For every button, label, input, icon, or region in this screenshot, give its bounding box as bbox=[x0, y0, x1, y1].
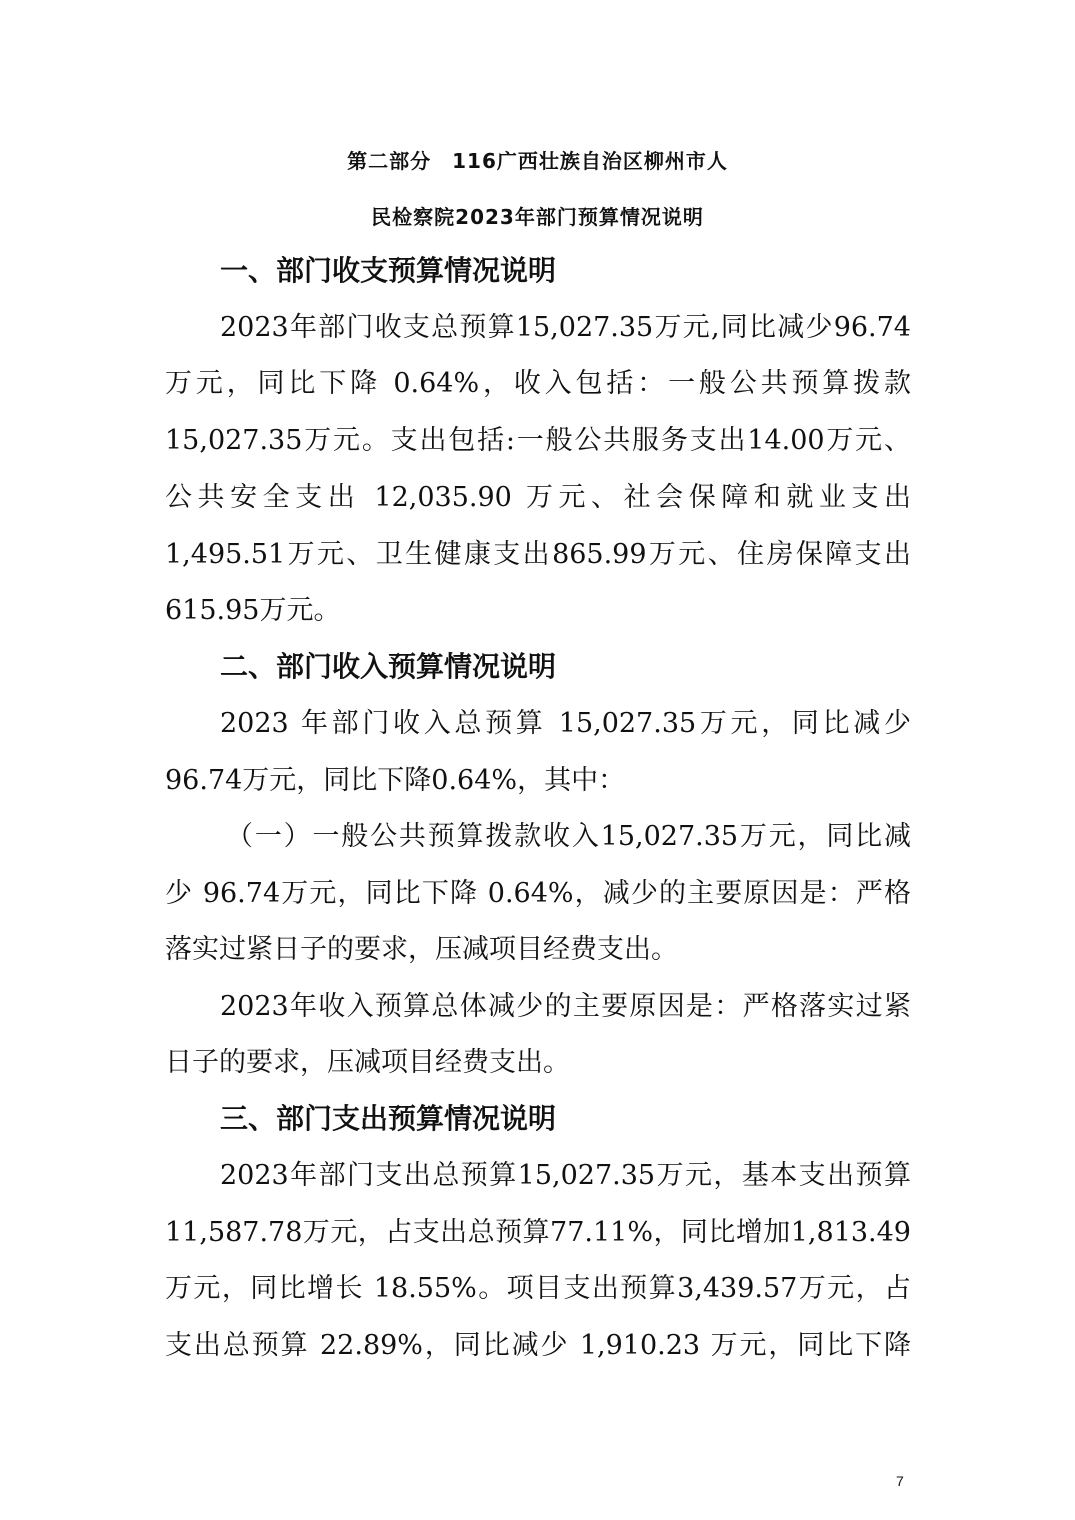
paragraph-line: 万元，同比下降 0.64%，收入包括：一般公共预算拨款 bbox=[165, 368, 911, 399]
page-title-line-1: 第二部分 116广西壮族自治区柳州市人 bbox=[347, 149, 728, 173]
paragraph-line: 2023 年部门收入总预算 15,027.35万元，同比减少 bbox=[220, 708, 911, 739]
paragraph-line: 落实过紧日子的要求，压减项目经费支出。 bbox=[165, 934, 678, 965]
paragraph-line: 1,495.51万元、卫生健康支出865.99万元、住房保障支出 bbox=[165, 539, 911, 570]
paragraph-line: 支出总预算 22.89%，同比减少 1,910.23 万元，同比下降 bbox=[165, 1330, 911, 1361]
paragraph-line: 2023年部门收支总预算15,027.35万元,同比减少96.74 bbox=[220, 312, 911, 343]
paragraph-line: （一）一般公共预算拨款收入15,027.35万元，同比减 bbox=[226, 821, 911, 852]
paragraph-line: 万元，同比增长 18.55%。项目支出预算3,439.57万元，占 bbox=[165, 1273, 911, 1304]
page-number: 7 bbox=[896, 1473, 904, 1489]
paragraph-line: 96.74万元，同比下降0.64%，其中： bbox=[165, 765, 626, 796]
paragraph-line: 2023年收入预算总体减少的主要原因是：严格落实过紧 bbox=[220, 991, 911, 1022]
paragraph-line: 11,587.78万元，占支出总预算77.11%，同比增加1,813.49 bbox=[165, 1217, 911, 1248]
page-title-line-2: 民检察院2023年部门预算情况说明 bbox=[371, 205, 704, 229]
section-heading-1: 一、部门收支预算情况说明 bbox=[220, 254, 557, 287]
paragraph-line: 615.95万元。 bbox=[165, 595, 341, 626]
paragraph-line: 少 96.74万元，同比下降 0.64%，减少的主要原因是：严格 bbox=[165, 878, 911, 909]
paragraph-line: 公共安全支出 12,035.90 万元、社会保障和就业支出 bbox=[165, 482, 911, 513]
section-heading-3: 三、部门支出预算情况说明 bbox=[220, 1102, 557, 1135]
paragraph-line: 日子的要求，压减项目经费支出。 bbox=[165, 1047, 570, 1078]
paragraph-line: 2023年部门支出总预算15,027.35万元，基本支出预算 bbox=[220, 1160, 911, 1191]
section-heading-2: 二、部门收入预算情况说明 bbox=[220, 650, 557, 683]
paragraph-line: 15,027.35万元。支出包括:一般公共服务支出14.00万元、 bbox=[165, 425, 911, 456]
